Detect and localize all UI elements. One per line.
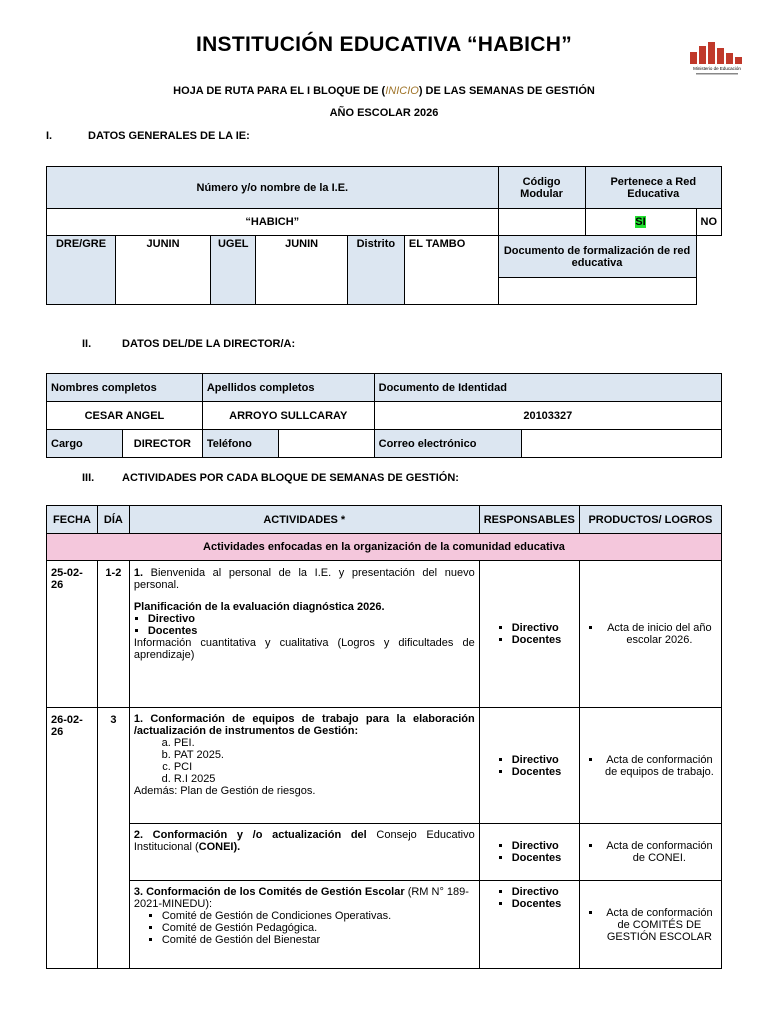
h-responsables: RESPONSABLES — [479, 506, 579, 534]
responsables-cell: ▪ Directivo ▪ Docentes — [479, 824, 579, 881]
section-3-numeral: III. — [82, 472, 95, 484]
activities-table — [46, 505, 722, 969]
h-nombres: Nombres completos — [47, 374, 203, 402]
list-item: ▪ Docentes — [148, 625, 475, 637]
h-ugel: UGEL — [211, 236, 256, 305]
documento-value: 20103327 — [374, 402, 721, 430]
list-item: c. PCI — [174, 761, 475, 773]
general-data-table — [46, 166, 722, 305]
section-3-heading: ACTIVIDADES POR CADA BLOQUE DE SEMANAS DE GESTIÓN: — [122, 472, 459, 484]
activity-cell: 3. Conformación de los Comités de Gestión Escolar (RM N° 189-2021-MINEDU): ▪ Comité de Gestión de Condiciones Operativas. ▪ Comité de Gestión Pedagógica. ▪ Comité de Gestión del Bienestar — [129, 881, 479, 969]
h-documento: Documento de Identidad — [374, 374, 721, 402]
subtitle: HOJA DE RUTA PARA EL I BLOQUE DE (INICIO) DE LAS SEMANAS DE GESTIÓN — [173, 85, 595, 97]
responsables-cell: ▪ Directivo ▪ Docentes — [479, 708, 579, 824]
red-no: NO — [696, 209, 722, 236]
dia-cell: 1-2 — [97, 561, 129, 708]
list-item: ▪ Comité de Gestión Pedagógica. — [162, 922, 475, 934]
h-apellidos: Apellidos completos — [202, 374, 374, 402]
school-year: AÑO ESCOLAR 2026 — [329, 107, 439, 119]
responsables-cell: ▪ Directivo ▪ Docentes — [479, 881, 579, 969]
logo-text: Ministerio de Educación — [693, 66, 741, 71]
info-text: Información cuantitativa y cualitativa (Logros y dificultades de aprendizaje) — [133, 637, 475, 661]
codigo-modular — [498, 209, 585, 236]
h-doc-formalizacion: Documento de formalización de red educativa — [498, 236, 696, 278]
list-item: a. PEI. — [174, 737, 475, 749]
red-si: SI — [585, 209, 696, 236]
list-item: ▪ Comité de Gestión del Bienestar — [162, 934, 475, 946]
section-1-numeral: I. — [46, 130, 53, 142]
h-dre: DRE/GRE — [47, 236, 116, 305]
producto-cell: ▪ Acta de conformación de COMITÉS DE GESTIÓN ESCOLAR — [579, 881, 721, 969]
h-distrito: Distrito — [347, 236, 404, 305]
director-table — [46, 373, 722, 458]
h-actividades: ACTIVIDADES * — [129, 506, 479, 534]
h-productos: PRODUCTOS/ LOGROS — [579, 506, 721, 534]
activity-cell: 2. Conformación y /o actualización del Consejo Educativo Institucional (CONEI). — [129, 824, 479, 881]
page-title: INSTITUCIÓN EDUCATIVA “HABICH” — [195, 33, 573, 56]
h-fecha: FECHA — [47, 506, 98, 534]
cargo-value: DIRECTOR — [122, 430, 202, 458]
h-codigo-modular: Código Modular — [498, 167, 585, 209]
activity-row — [47, 881, 722, 969]
distrito-value: EL TAMBO — [404, 236, 498, 305]
apellidos-value: ARROYO SULLCARAY — [202, 402, 374, 430]
producto-cell: ▪ Acta de conformación de CONEI. — [579, 824, 721, 881]
list-item: b. PAT 2025. — [174, 749, 475, 761]
fecha-cell: 25-02-26 — [47, 561, 98, 708]
list-item: ▪ Comité de Gestión de Condiciones Operativas. — [162, 910, 475, 922]
activities-band: Actividades enfocadas en la organización de la comunidad educativa — [47, 534, 722, 561]
dia-cell: 3 — [97, 708, 129, 969]
section-2-heading: DATOS DEL/DE LA DIRECTOR/A: — [122, 338, 296, 350]
list-item: ▪ Directivo — [148, 613, 475, 625]
h-telefono: Teléfono — [202, 430, 278, 458]
h-dia: DÍA — [97, 506, 129, 534]
section-1-heading: DATOS GENERALES DE LA IE: — [88, 130, 250, 142]
fecha-cell: 26-02-26 — [47, 708, 98, 969]
nombres-value: CESAR ANGEL — [47, 402, 203, 430]
dre-value: JUNIN — [116, 236, 211, 305]
h-red-educativa: Pertenece a Red Educativa — [585, 167, 722, 209]
telefono-value — [278, 430, 374, 458]
responsables-cell: ▪ Directivo ▪ Docentes — [479, 561, 579, 708]
activity-row — [47, 708, 722, 824]
correo-value — [522, 430, 722, 458]
doc-formalizacion-value — [498, 278, 696, 305]
list-item: d. R.I 2025 — [174, 773, 475, 785]
h-correo: Correo electrónico — [374, 430, 522, 458]
h-cargo: Cargo — [47, 430, 123, 458]
producto-cell: ▪ Acta de conformación de equipos de trabajo. — [579, 708, 721, 824]
activity-cell: 1. Conformación de equipos de trabajo para la elaboración /actualización de instrumentos de Gestión: a. PEI. b. PAT 2025. c. PCI d. R.I 2025 Además: Plan de Gestión de riesgos. — [129, 708, 479, 824]
plan-title: Planificación de la evaluación diagnóstica 2026. — [133, 601, 385, 613]
nombre-ie: “HABICH” — [47, 209, 499, 236]
activity-row — [47, 561, 722, 708]
ugel-value: JUNIN — [256, 236, 347, 305]
activity-row — [47, 824, 722, 881]
activity-cell: 1. Bienvenida al personal de la I.E. y presentación del nuevo personal. Planificación de la evaluación diagnóstica 2026. ▪ Directivo ▪ Docentes Información cuantitativa y cualitativa (Logros y dificultades de aprendizaje) — [129, 561, 479, 708]
h-nombre-ie: Número y/o nombre de la I.E. — [47, 167, 499, 209]
producto-cell: ▪ Acta de inicio del año escolar 2026. — [579, 561, 721, 708]
ministerio-logo — [688, 38, 746, 78]
section-2-numeral: II. — [82, 338, 92, 350]
